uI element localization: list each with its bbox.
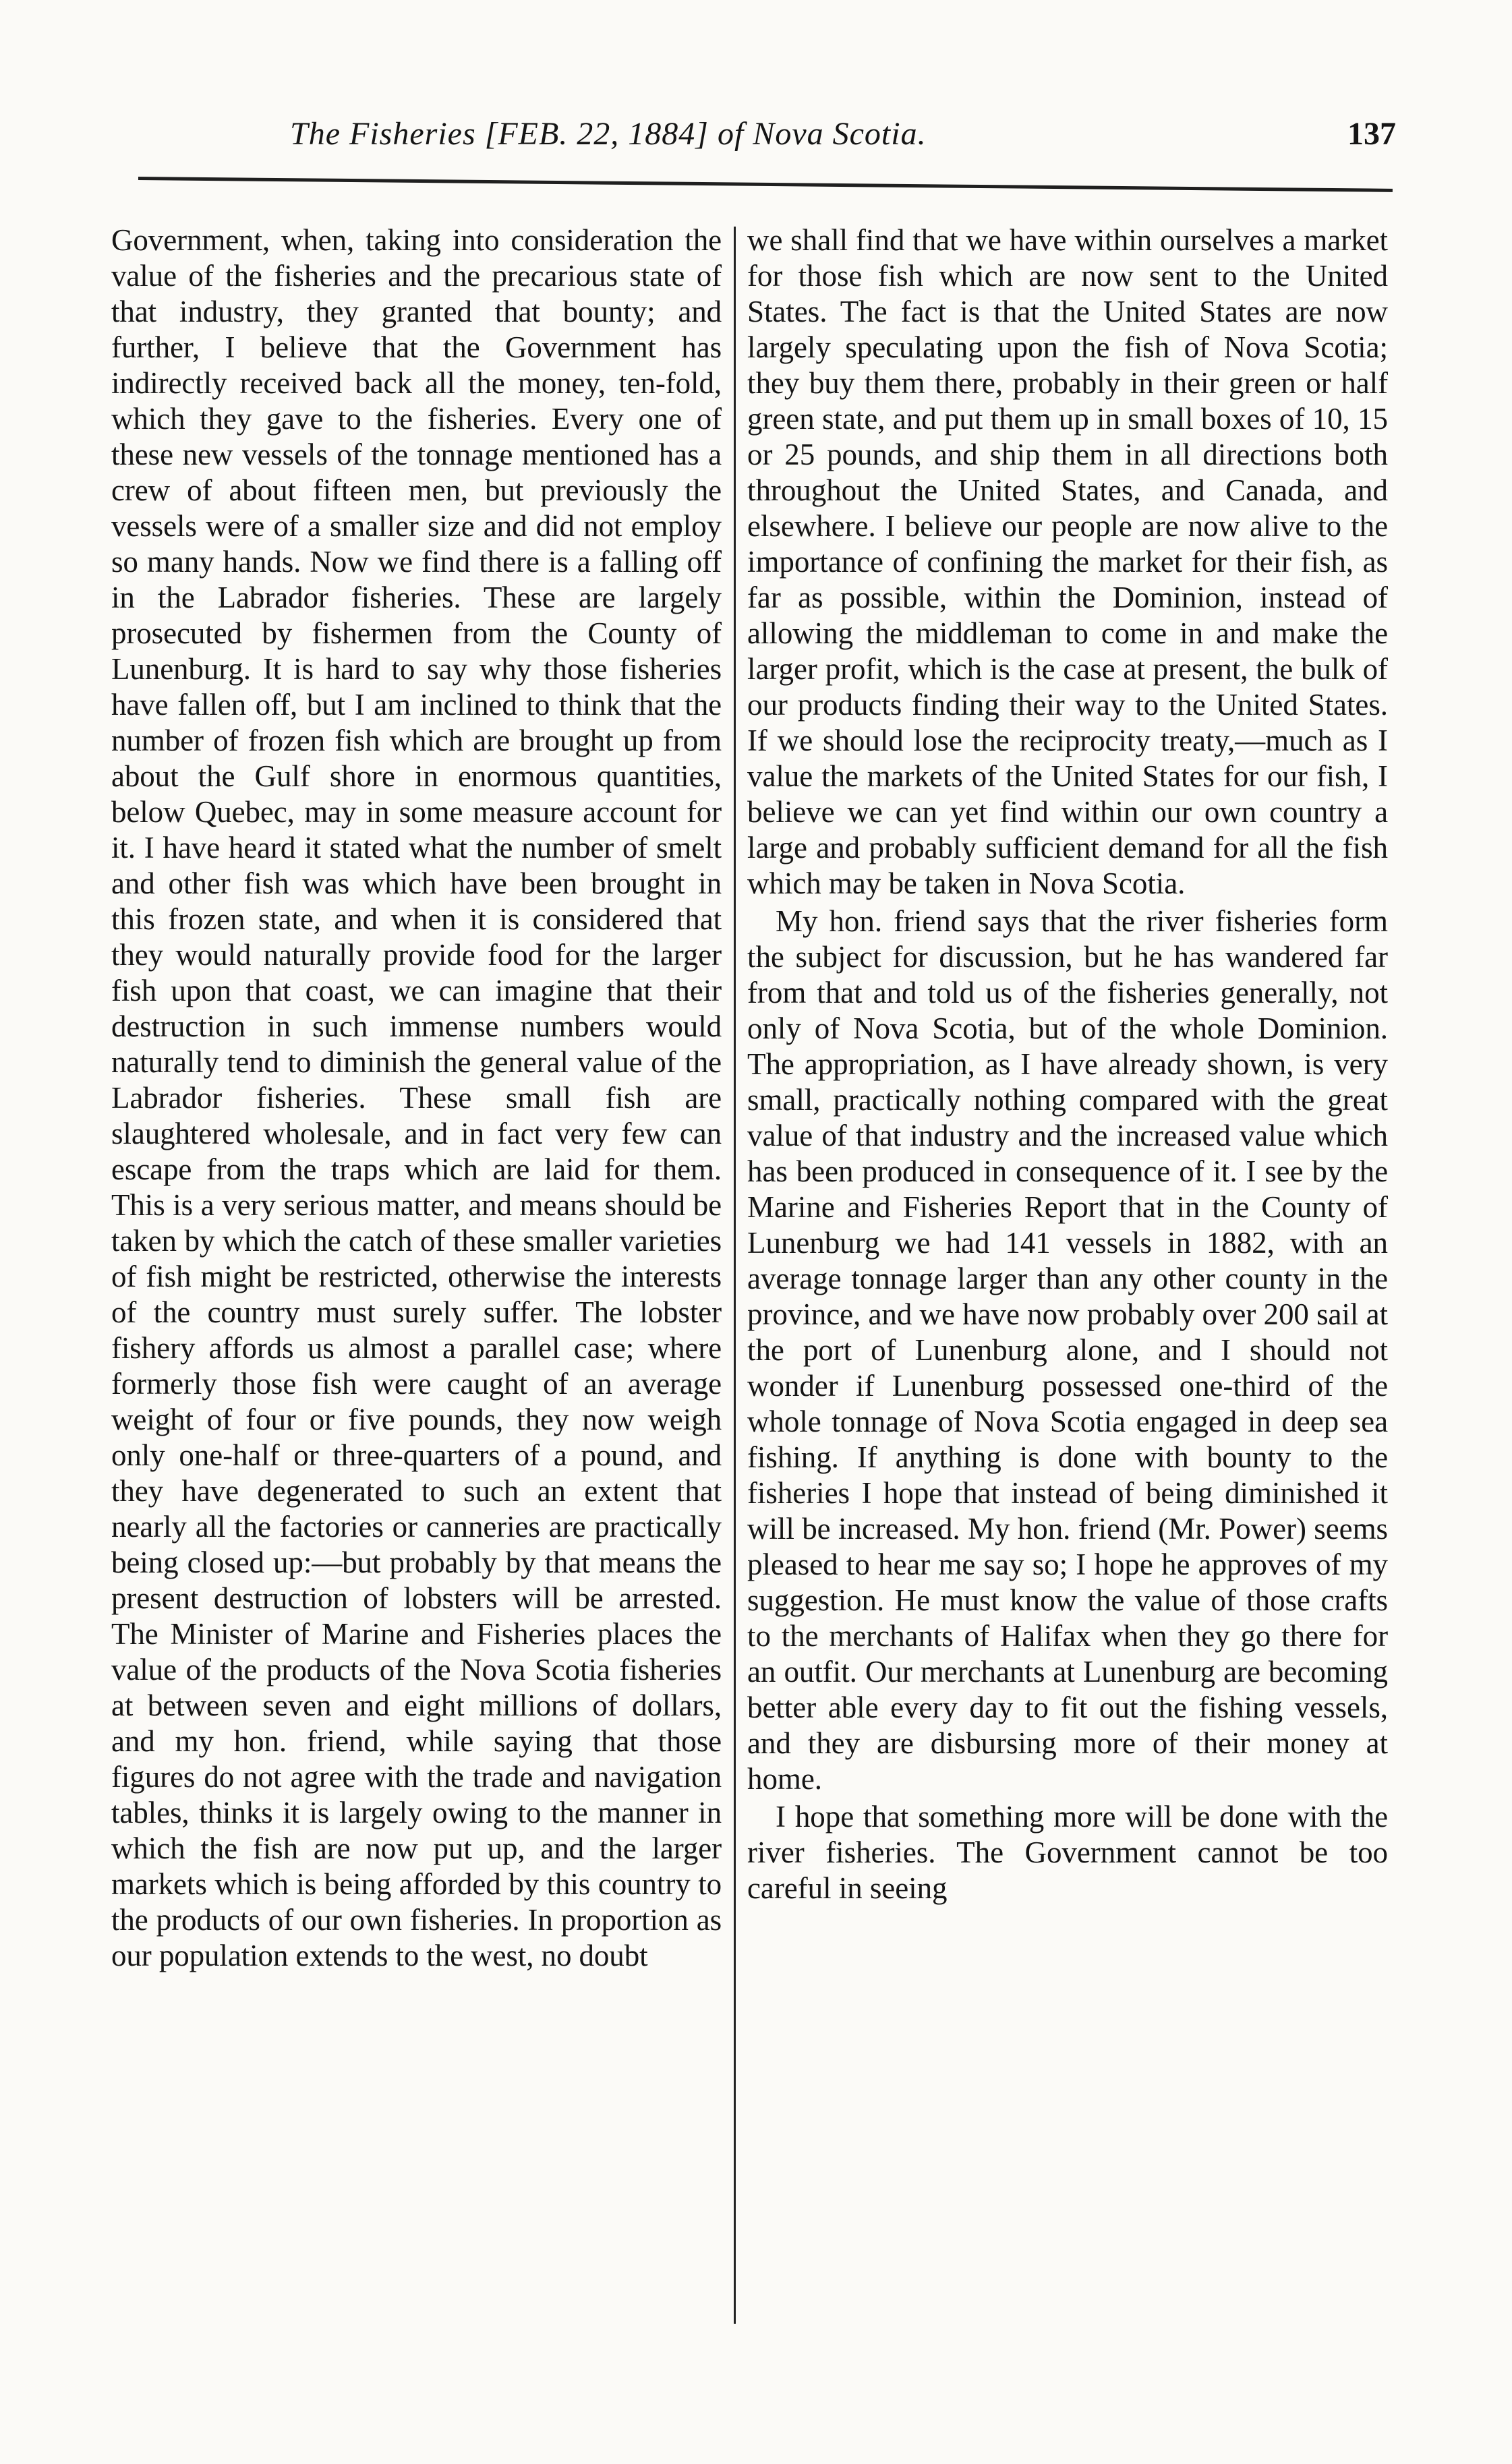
page-header	[290, 118, 1396, 165]
header-rule	[138, 177, 1393, 192]
right-column-paragraph-2: My hon. friend says that the river fisheries form the subject for discussion, but he has wandered far from that and told us of the fisheries generally, not only of Nova Scotia, but of the whole Dominion. The appropriation, as I have already shown, is very small, practically nothing compared with the great value of that industry and the increased value which has been produced in consequence of it. I see by the Marine and Fisheries Report that in the County of Lunenburg we had 141 vessels in 1882, with an average tonnage larger than any other county in the province, and we have now probably over 200 sail at the port of Lunenburg alone, and I should not wonder if Lunenburg possessed one-third of the whole tonnage of Nova Scotia engaged in deep sea fishing. If anything is done with bounty to the fisheries I hope that instead of being diminished it will be increased. My hon. friend (Mr. Power) seems pleased to hear me say so; I hope he approves of my suggestion. He must know the value of those crafts to the merchants of Halifax when they go there for an outfit. Our merchants at Lunenburg are becoming better able every day to fit out the fishing vessels, and they are disbursing more of their money at home.	[747, 904, 1388, 1796]
running-title: The Fisheries [FEB. 22, 1884] of Nova Scotia.	[290, 116, 927, 152]
page-number: 137	[1347, 116, 1396, 152]
column-divider	[734, 227, 736, 2324]
right-column-paragraph-3: I hope that something more will be done with the river fisheries. The Government cannot be too careful in seeing	[747, 1800, 1388, 1905]
right-text-column	[747, 223, 1388, 2333]
right-column-paragraph-1: we shall find that we have within ourselves a market for those fish which are now sent to the United States. The fact is that the United States are now largely speculating upon the fish of Nova Scotia; they buy them there, probably in their green or half green state, and put them up in small boxes of 10, 15 or 25 pounds, and ship them in all directions both throughout the United States, and Canada, and elsewhere. I believe our people are now alive to the importance of confining the market for their fish, as far as possible, within the Dominion, instead of allowing the middleman to come in and make the larger profit, which is the case at present, the bulk of our products finding their way to the United States. If we should lose the reciprocity treaty,—much as I value the markets of the United States for our fish, I believe we can yet find within our own country a large and probably sufficient demand for all the fish which may be taken in Nova Scotia.	[747, 223, 1388, 900]
left-text-column	[111, 223, 722, 2333]
left-column-paragraph: Government, when, taking into consideration the value of the fisheries and the precarious state of that industry, they granted that bounty; and further, I believe that the Government has indirectly received back all the money, ten-fold, which they gave to the fisheries. Every one of these new vessels of the tonnage mentioned has a crew of about fifteen men, but previously the vessels were of a smaller size and did not employ so many hands. Now we find there is a falling off in the Labrador fisheries. These are largely prosecuted by fishermen from the County of Lunenburg. It is hard to say why those fisheries have fallen off, but I am inclined to think that the number of frozen fish which are brought up from about the Gulf shore in enormous quantities, below Quebec, may in some measure account for it. I have heard it stated what the number of smelt and other fish was which have been brought in this frozen state, and when it is considered that they would naturally provide food for the larger fish upon that coast, we can imagine that their destruction in such immense numbers would naturally tend to diminish the general value of the Labrador fisheries. These small fish are slaughtered wholesale, and in fact very few can escape from the traps which are laid for them. This is a very serious matter, and means should be taken by which the catch of these smaller varieties of fish might be restricted, otherwise the interests of the country must surely suffer. The lobster fishery affords us almost a parallel case; where formerly those fish were caught of an average weight of four or five pounds, they now weigh only one-half or three-quarters of a pound, and they have degenerated to such an extent that nearly all the factories or canneries are practically being closed up:—but probably by that means the present destruction of lobsters will be arrested. The Minister of Marine and Fisheries places the value of the products of the Nova Scotia fisheries at between seven and eight millions of dollars, and my hon. friend, while saying that those figures do not agree with the trade and navigation tables, thinks it is largely owing to the manner in which the fish are now put up, and the larger markets which is being afforded by this country to the products of our own fisheries. In proportion as our population extends to the west, no doubt	[111, 223, 722, 1972]
